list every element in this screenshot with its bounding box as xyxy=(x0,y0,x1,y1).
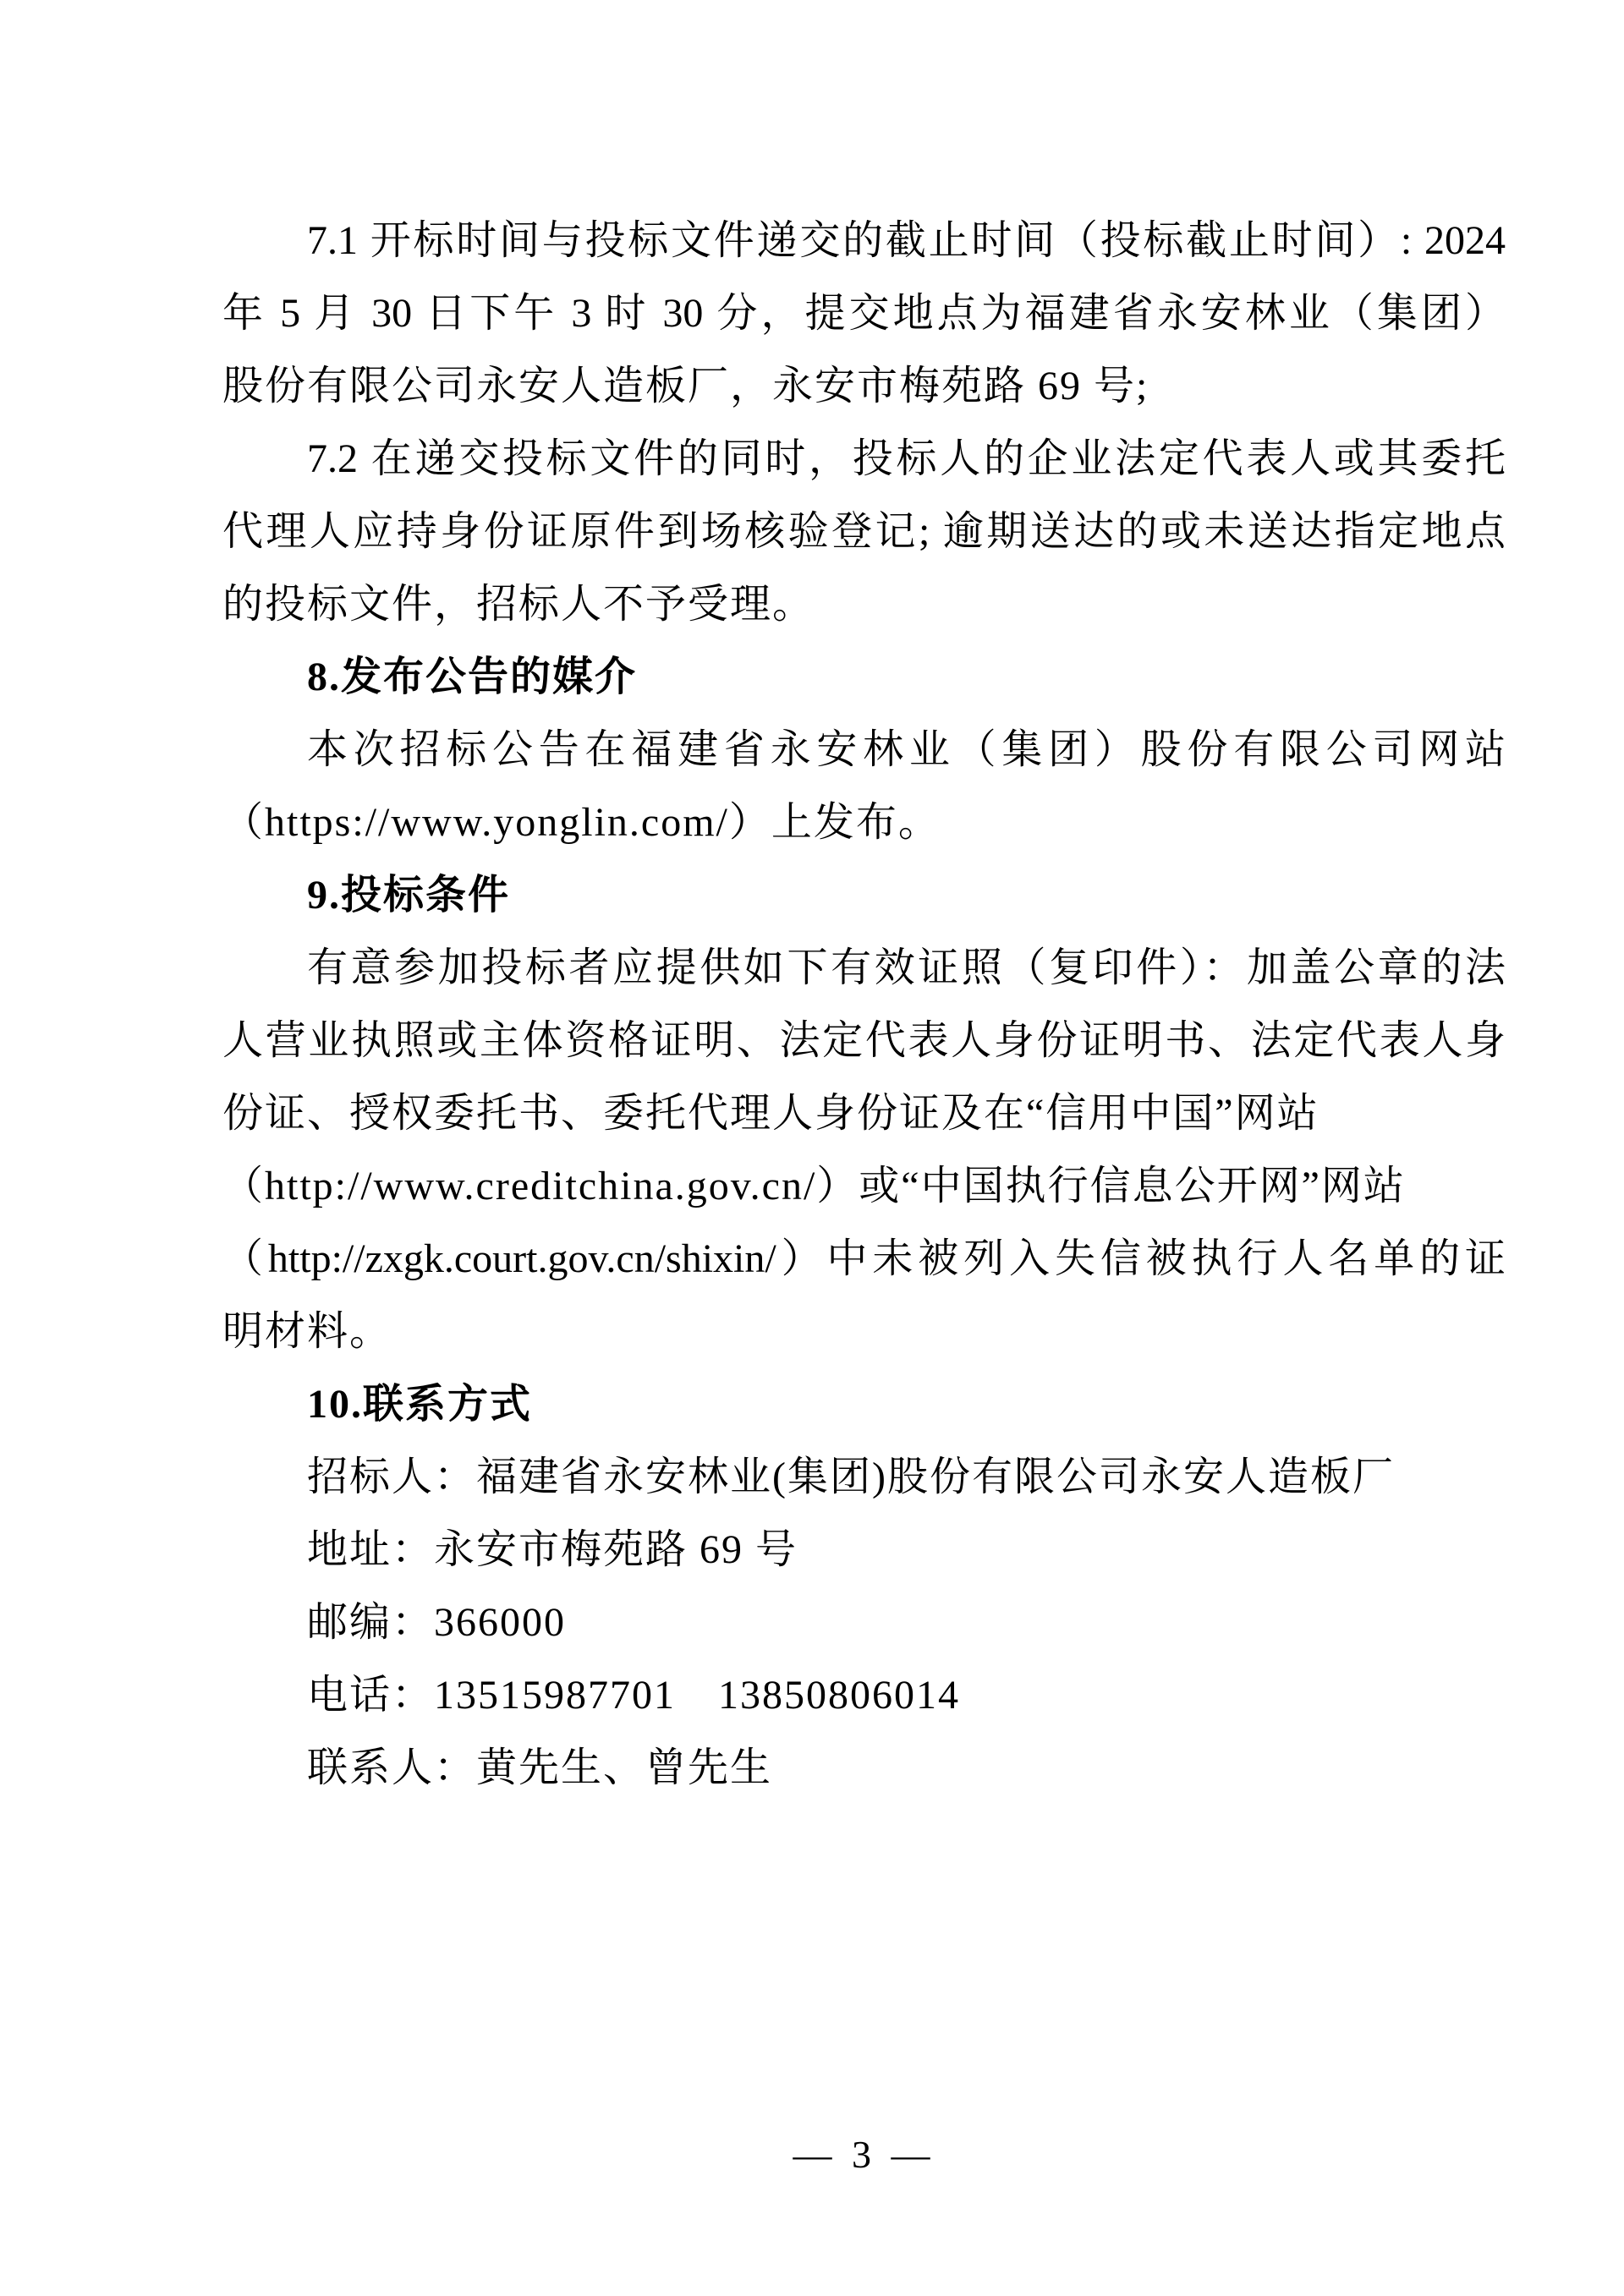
para-7-2-line-3: 的投标文件，招标人不予受理。 xyxy=(222,582,815,627)
para-7-1-line-2: 年 5 月 30 日下午 3 时 30 分，提交地点为福建省永安林业（集团） xyxy=(222,291,1506,336)
page-number: — 3 — xyxy=(793,2133,935,2176)
contact-postcode-line: 邮编：366000 xyxy=(307,1600,567,1645)
para-9-line-3: 份证、授权委托书、委托代理人身份证及在“信用中国”网站 xyxy=(222,1091,1320,1136)
heading-section-8: 8.发布公告的媒介 xyxy=(307,655,638,699)
contact-persons-line: 联系人：黄先生、曾先生 xyxy=(307,1745,773,1790)
para-7-2-line-1: 7.2 在递交投标文件的同时，投标人的企业法定代表人或其委托 xyxy=(307,436,1506,481)
heading-section-10: 10.联系方式 xyxy=(307,1382,533,1427)
para-9-line-1: 有意参加投标者应提供如下有效证照（复印件）：加盖公章的法 xyxy=(307,945,1506,990)
para-7-2-line-2: 代理人应持身份证原件到场核验登记; 逾期送达的或未送达指定地点 xyxy=(222,509,1506,554)
para-7-1-line-1: 7.1 开标时间与投标文件递交的截止时间（投标截止时间）: 2024 xyxy=(307,218,1506,263)
contact-address-line: 地址：永安市梅苑路 69 号 xyxy=(307,1527,798,1572)
contact-bidder-line: 招标人：福建省永安林业(集团)股份有限公司永安人造板厂 xyxy=(307,1455,1395,1499)
para-9-line-5: （http://zxgk.court.gov.cn/shixin/）中未被列入失信被执行人名单的证 xyxy=(222,1236,1506,1281)
contact-phone-line: 电话：13515987701 13850806014 xyxy=(307,1673,961,1718)
para-8-line-2: （https://www.yonglin.com/）上发布。 xyxy=(222,800,941,845)
document-body xyxy=(222,205,1506,1805)
para-7-1-line-3: 股份有限公司永安人造板厂，永安市梅苑路 69 号; xyxy=(222,364,1149,408)
para-9-line-2: 人营业执照或主体资格证明、法定代表人身份证明书、法定代表人身 xyxy=(222,1018,1506,1063)
para-8-line-1: 本次招标公告在福建省永安林业（集团）股份有限公司网站 xyxy=(307,727,1506,772)
para-9-line-4: （http://www.creditchina.gov.cn/）或“中国执行信息公开网”网站 xyxy=(222,1164,1406,1208)
heading-section-9: 9.投标条件 xyxy=(307,873,511,918)
para-9-line-6: 明材料。 xyxy=(222,1309,392,1354)
